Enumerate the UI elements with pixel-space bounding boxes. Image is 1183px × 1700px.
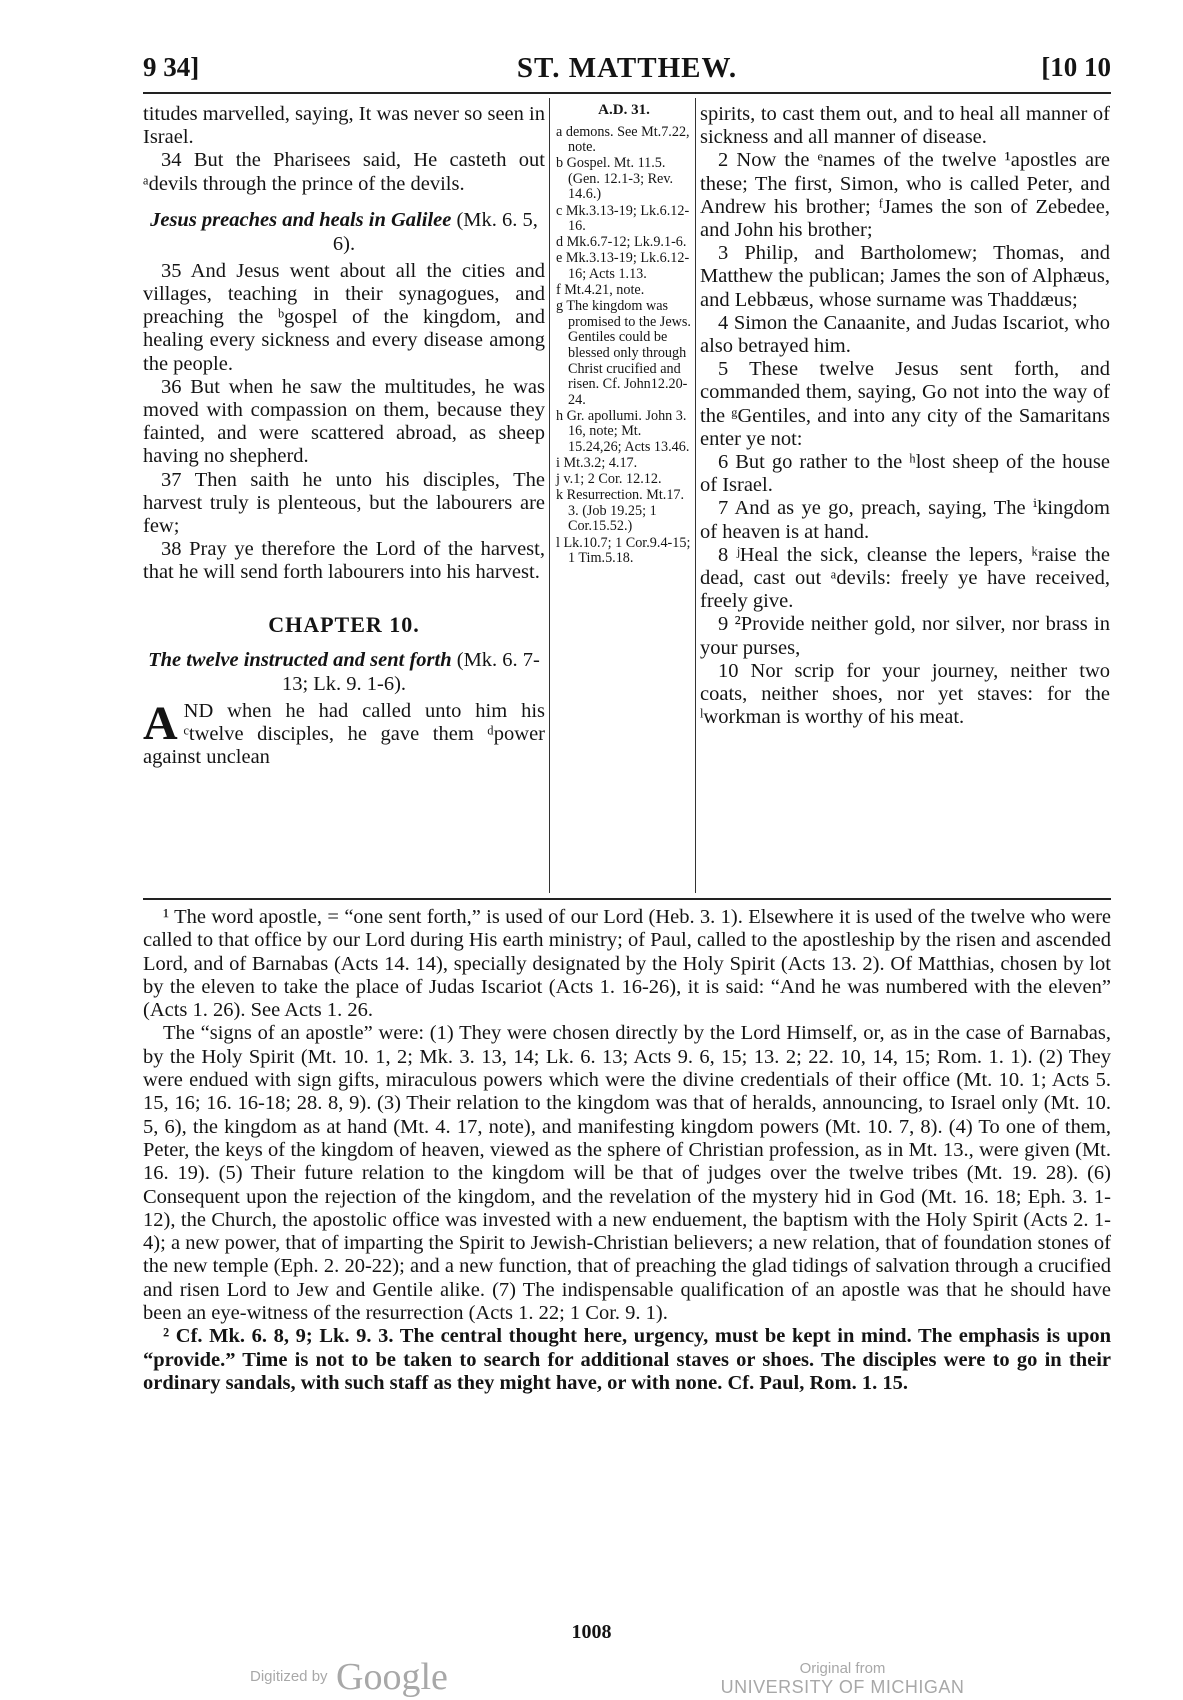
chapter-heading: CHAPTER 10.	[268, 611, 420, 637]
column-divider-right	[695, 98, 696, 893]
cross-reference: j v.1; 2 Cor. 12.12.	[556, 471, 662, 488]
section-heading-title: Jesus preaches and heals in Galilee	[150, 208, 452, 231]
column-divider-left	[549, 98, 550, 893]
digitized-watermark	[250, 1655, 448, 1699]
section-heading-ref: (Mk. 6. 5, 6).	[332, 208, 538, 255]
original-from-text: Original from	[799, 1660, 886, 1677]
footnote-rule	[143, 898, 1111, 900]
source-watermark	[720, 1660, 965, 1698]
cross-reference: l Lk.10.7; 1 Cor.9.4-15; 1 Tim.5.18.	[556, 534, 691, 567]
verse-paragraph: 34 But the Pharisees said, He casteth out ᵃdevils through the prince of the devils.	[143, 149, 545, 195]
verse-text: ND when he had called unto him his ᶜtwelve disciples, he gave them ᵈpower against unclean	[143, 699, 545, 769]
reference-date: A.D. 31.	[598, 102, 650, 118]
verse-paragraph: 6 But go rather to the ʰlost sheep of the house of Israel.	[700, 451, 1110, 497]
section-heading-ref: (Mk. 6. 7-13; Lk. 9. 1-6).	[281, 648, 540, 695]
cross-reference: f Mt.4.21, note.	[556, 282, 645, 299]
header-book-title: ST. MATTHEW.	[516, 52, 738, 84]
footnotes	[143, 906, 1111, 1395]
verse-paragraph: 7 And as ye go, preach, saying, The ⁱkingdom of heaven is at hand.	[700, 497, 1110, 543]
center-reference-column	[556, 103, 692, 567]
cross-reference: h Gr. apollumi. John 3. 16, note; Mt. 15.24,26; Acts 13.46.	[556, 407, 690, 455]
right-text-column	[700, 103, 1110, 729]
verse-paragraph: 36 But when he saw the multitudes, he was moved with compassion on them, because they fainted, and were scattered abroad, as sheep having no shepherd.	[143, 375, 545, 468]
section-heading	[143, 208, 545, 256]
footnote-1-continued: The “signs of an apostle” were: (1) They were chosen directly by the Lord Himself, or, as in the case of Barnabas, by the Holy Spirit (Mt. 10. 1, 2; Mk. 3. 13, 14; Lk. 6. 13; Acts 9. 6, 15; 13. 2; 22. 10, 14, 15; Rom. 1. 1). (2) They were endued with sign gifts, miraculous powers which were the divine credentials of their office (Mt. 10. 1; Acts 5. 15, 16; 16. 16-18; 28. 8, 9). (3) Their relation to the kingdom was that of heralds, announcing, to Israel only (Mt. 10. 5, 6), the kingdom as at hand (Mt. 4. 17, note), and manifesting kingdom powers (Mt. 10. 7, 8). (4) To one of them, Peter, the keys of the kingdom of heaven, viewed as the sphere of Christian profession, as in Mt. 13., were given (Mt. 16. 19). (5) Their future relation to the kingdom will be that of judges over the twelve tribes (Mt. 19. 28). (6) Consequent upon the rejection of the kingdom, and the revelation of the mystery hid in God (Mt. 16. 18; Eph. 3. 1-12), the Church, the apostolic office was invested with a new enduement, the baptism with the Holy Spirit (Acts 2. 1-4); a new power, that of imparting the Spirit to Jewish-Christian believers; a new relation, that of foundation stones of the new temple (Eph. 2. 20-22); and a new function, that of preaching the glad tidings of salvation through a crucified and risen Lord to Jew and Gentile alike. (7) The indispensable qualification of an apostle was that he should have been an eye-witness of the resurrection (Acts 1. 22; 1 Cor. 9. 1).	[143, 1022, 1111, 1325]
verse-paragraph: titudes marvelled, saying, It was never so seen in Israel.	[143, 103, 545, 149]
google-logo: Google	[336, 1656, 448, 1698]
verse-paragraph: 5 These twelve Jesus sent forth, and commanded them, saying, Go not into the way of the ᵍGentiles, and into any city of the Samaritans enter ye not:	[700, 358, 1110, 450]
section-heading-title: The twelve instructed and sent forth	[148, 648, 452, 671]
cross-reference: b Gospel. Mt. 11.5. (Gen. 12.1-3; Rev. 14.6.)	[556, 155, 674, 203]
page-number: 1008	[571, 1621, 612, 1643]
verse-paragraph: 8 ʲHeal the sick, cleanse the lepers, ᵏraise the dead, cast out ᵃdevils: freely ye have received, freely give.	[700, 543, 1110, 613]
verse-paragraph: 10 Nor scrip for your journey, neither two coats, neither shoes, nor yet staves: for the ˡworkman is worthy of his meat.	[700, 659, 1110, 729]
cross-reference: k Resurrection. Mt.17. 3. (Job 19.25; 1 Cor.15.52.)	[556, 487, 685, 535]
header-verse-ref-left: 9 34]	[143, 52, 200, 82]
footnote-1: ¹ The word apostle, = “one sent forth,” is used of our Lord (Heb. 3. 1). Elsewhere it is used of the twelve who were called to that office by our Lord during His earth ministry; of Paul, called to the apostleship by the risen and ascended Lord, and of Barnabas (Acts 14. 14), specially designated by the Holy Spirit (Acts 13. 2). Of Matthias, chosen by lot by the eleven to take the place of Judas Iscariot (Acts 1. 16-26), it is said: “And he was numbered with the eleven” (Acts 1. 26). See Acts 1. 26.	[143, 906, 1111, 1022]
section-heading	[143, 648, 545, 696]
verse-paragraph: 37 Then saith he unto his disciples, The harvest truly is plenteous, but the labourers are few;	[143, 468, 545, 538]
drop-cap: A	[143, 696, 178, 750]
verse-paragraph: 4 Simon the Canaanite, and Judas Iscariot, who also betrayed him.	[700, 311, 1110, 358]
verse-paragraph: 38 Pray ye therefore the Lord of the harvest, that he will send forth labourers into his harvest.	[143, 538, 545, 584]
header-verse-ref-right: [10 10	[1041, 52, 1111, 82]
cross-reference: c Mk.3.13-19; Lk.6.12-16.	[556, 202, 690, 235]
cross-reference: e Mk.3.13-19; Lk.6.12-16; Acts 1.13.	[556, 250, 690, 282]
university-text: UNIVERSITY OF MICHIGAN	[720, 1677, 965, 1697]
verse-paragraph: 3 Philip, and Bartholomew; Thomas, and Matthew the publican; James the son of Alphæus, and Lebbæus, whose surname was Thaddæus;	[700, 242, 1110, 311]
cross-reference: i Mt.3.2; 4.17.	[556, 455, 638, 472]
left-text-column	[143, 103, 545, 769]
digitized-by-text: Digitized by	[250, 1668, 328, 1685]
cross-reference: d Mk.6.7-12; Lk.9.1-6.	[556, 234, 687, 251]
footnote-2: ² Cf. Mk. 6. 8, 9; Lk. 9. 3. The central thought here, urgency, must be kept in mind. The emphasis is upon “provide.” Time is not to be taken to search for additional staves or shoes. The disciples were to go in their ordinary sandals, with such staff as they might have, or with none. Cf. Paul, Rom. 1. 15.	[143, 1325, 1111, 1394]
header-rule	[143, 92, 1111, 94]
verse-paragraph: 2 Now the ᵉnames of the twelve ¹apostles are these; The first, Simon, who is called Peter, and Andrew his brother; ᶠJames the son of Zebedee, and John his brother;	[700, 149, 1110, 242]
verse-paragraph: 35 And Jesus went about all the cities and villages, teaching in their synagogues, and preaching the ᵇgospel of the kingdom, and healing every sickness and every disease among the people.	[143, 259, 545, 375]
verse-paragraph: spirits, to cast them out, and to heal all manner of sickness and all manner of disease.	[700, 103, 1110, 149]
verse-paragraph	[143, 696, 545, 770]
cross-reference: g The kingdom was promised to the Jews. Gentiles could be blessed only through Christ crucified and risen. Cf. John12.20-24.	[556, 298, 691, 408]
cross-reference: a demons. See Mt.7.22, note.	[556, 123, 690, 156]
verse-paragraph: 9 ²Provide neither gold, nor silver, nor brass in your purses,	[700, 613, 1110, 659]
running-header	[143, 52, 1111, 96]
